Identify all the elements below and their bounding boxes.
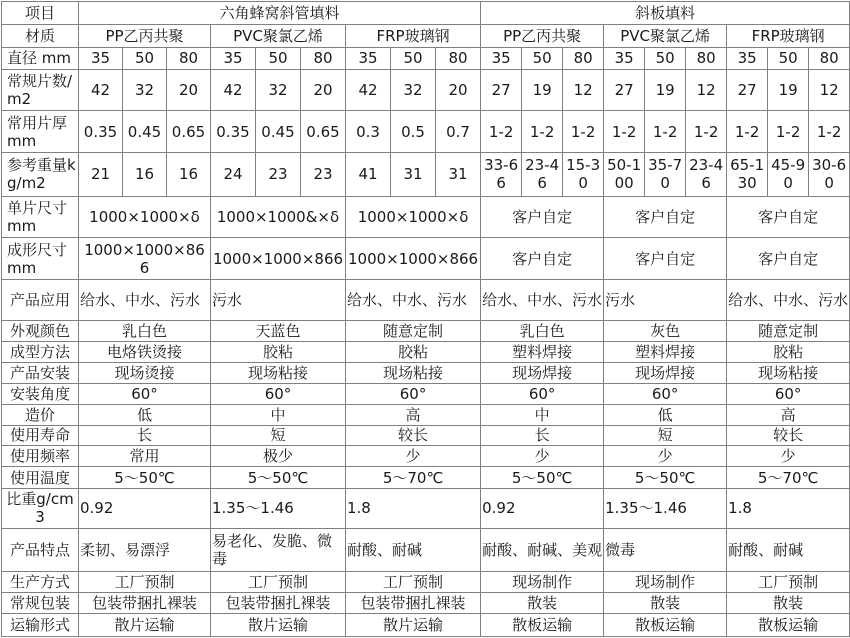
value-cell: 5～50℃ <box>481 467 604 489</box>
attribute-row <box>2 613 850 636</box>
count-cell: 27 <box>481 69 522 111</box>
attribute-row <box>2 404 850 425</box>
row-label: 直径 mm <box>2 47 79 69</box>
row-label: 外观颜色 <box>2 321 79 342</box>
diameter-cell: 80 <box>686 47 727 69</box>
weight-cell: 23-46 <box>522 152 563 196</box>
weight-cell: 24 <box>211 152 256 196</box>
row-label: 使用频率 <box>2 446 79 467</box>
material-cell: PP乙丙共聚 <box>79 24 211 47</box>
attribute-row <box>2 363 850 384</box>
attribute-row <box>2 489 850 529</box>
diameter-cell: 50 <box>522 47 563 69</box>
value-cell: 5～50℃ <box>604 467 727 489</box>
value-cell: 现场焊接 <box>481 363 604 384</box>
value-cell: 胶粘 <box>346 342 481 363</box>
value-cell: 给水、中水、污水 <box>79 279 211 321</box>
diameter-cell: 80 <box>167 47 211 69</box>
thickness-cell: 0.7 <box>436 111 481 153</box>
value-cell: 极少 <box>211 446 346 467</box>
material-cell: FRP玻璃钢 <box>727 24 850 47</box>
count-cell: 19 <box>645 69 686 111</box>
value-cell: 60° <box>604 383 727 404</box>
thickness-cell: 0.3 <box>346 111 391 153</box>
value-cell: 现场粘接 <box>211 363 346 384</box>
value-cell: 随意定制 <box>727 321 850 342</box>
value-cell: 散装 <box>727 593 850 614</box>
row-label: 单片尺寸mm <box>2 196 79 238</box>
material-cell: PVC聚氯乙烯 <box>211 24 346 47</box>
value-cell: 散片运输 <box>211 613 346 636</box>
value-cell: 包装带捆扎裸装 <box>346 593 481 614</box>
form-size-cell: 1000×1000×866 <box>346 238 481 280</box>
row-label: 参考重量kg/m2 <box>2 152 79 196</box>
weight-cell: 50-100 <box>604 152 645 196</box>
weight-cell: 23 <box>256 152 301 196</box>
value-cell: 5～70℃ <box>346 467 481 489</box>
diameter-cell: 50 <box>256 47 301 69</box>
count-cell: 32 <box>391 69 436 111</box>
weight-cell: 15-30 <box>563 152 604 196</box>
count-cell: 19 <box>522 69 563 111</box>
value-cell: 0.92 <box>481 489 604 529</box>
value-cell: 短 <box>211 425 346 446</box>
value-cell: 1.8 <box>346 489 481 529</box>
value-cell: 现场焊接 <box>604 363 727 384</box>
thickness-cell: 1-2 <box>563 111 604 153</box>
weight-cell: 16 <box>123 152 167 196</box>
value-cell: 给水、中水、污水 <box>346 279 481 321</box>
value-cell: 天蓝色 <box>211 321 346 342</box>
sheet-size-cell: 客户自定 <box>604 196 727 238</box>
count-cell: 12 <box>563 69 604 111</box>
diameter-cell: 35 <box>481 47 522 69</box>
value-cell: 60° <box>481 383 604 404</box>
diameter-row <box>2 47 850 69</box>
value-cell: 给水、中水、污水 <box>481 279 604 321</box>
weight-cell: 31 <box>436 152 481 196</box>
attribute-row <box>2 425 850 446</box>
value-cell: 胶粘 <box>211 342 346 363</box>
value-cell: 塑料焊接 <box>481 342 604 363</box>
weight-cell: 45-90 <box>768 152 809 196</box>
form-size-row <box>2 238 850 280</box>
row-label: 使用温度 <box>2 467 79 489</box>
sheet-size-cell: 1000×1000×δ <box>346 196 481 238</box>
thickness-cell: 1-2 <box>645 111 686 153</box>
value-cell: 60° <box>211 383 346 404</box>
value-cell: 散板运输 <box>604 613 727 636</box>
value-cell: 短 <box>604 425 727 446</box>
row-label: 造价 <box>2 404 79 425</box>
value-cell: 散装 <box>481 593 604 614</box>
header-honeycomb-group: 六角蜂窝斜管填料 <box>79 2 481 25</box>
value-cell: 灰色 <box>604 321 727 342</box>
value-cell: 5～50℃ <box>79 467 211 489</box>
weight-cell: 23 <box>301 152 346 196</box>
attribute-row <box>2 446 850 467</box>
row-label: 常规片数/m2 <box>2 69 79 111</box>
count-cell: 32 <box>256 69 301 111</box>
attribute-row <box>2 593 850 614</box>
value-cell: 较长 <box>346 425 481 446</box>
value-cell: 塑料焊接 <box>604 342 727 363</box>
row-label: 运输形式 <box>2 613 79 636</box>
sheet-size-row <box>2 196 850 238</box>
value-cell: 易老化、发脆、微毒 <box>211 528 346 572</box>
value-cell: 少 <box>481 446 604 467</box>
row-label: 材质 <box>2 24 79 47</box>
thickness-cell: 0.45 <box>123 111 167 153</box>
value-cell: 中 <box>211 404 346 425</box>
row-label: 产品应用 <box>2 279 79 321</box>
value-cell: 包装带捆扎裸装 <box>79 593 211 614</box>
count-cell: 27 <box>604 69 645 111</box>
value-cell: 工厂预制 <box>79 572 211 593</box>
weight-cell: 21 <box>79 152 123 196</box>
material-cell: PVC聚氯乙烯 <box>604 24 727 47</box>
attribute-row <box>2 342 850 363</box>
value-cell: 工厂预制 <box>346 572 481 593</box>
row-label: 安装角度 <box>2 383 79 404</box>
form-size-cell: 1000×1000×866 <box>211 238 346 280</box>
diameter-cell: 35 <box>79 47 123 69</box>
form-size-cell: 客户自定 <box>727 238 850 280</box>
value-cell: 随意定制 <box>346 321 481 342</box>
value-cell: 耐酸、耐碱 <box>727 528 850 572</box>
value-cell: 给水、中水、污水 <box>727 279 850 321</box>
weight-cell: 30-60 <box>809 152 850 196</box>
material-row <box>2 24 850 47</box>
thickness-cell: 0.35 <box>211 111 256 153</box>
row-label: 常规包装 <box>2 593 79 614</box>
count-cell: 12 <box>809 69 850 111</box>
value-cell: 长 <box>79 425 211 446</box>
diameter-cell: 80 <box>809 47 850 69</box>
count-cell: 27 <box>727 69 768 111</box>
value-cell: 耐酸、耐碱、美观 <box>481 528 604 572</box>
attribute-row <box>2 467 850 489</box>
value-cell: 长 <box>481 425 604 446</box>
thickness-cell: 0.45 <box>256 111 301 153</box>
value-cell: 工厂预制 <box>727 572 850 593</box>
thickness-cell: 1-2 <box>686 111 727 153</box>
weight-cell: 16 <box>167 152 211 196</box>
header-plate-group: 斜板填料 <box>481 2 850 25</box>
value-cell: 低 <box>79 404 211 425</box>
weight-cell: 41 <box>346 152 391 196</box>
value-cell: 1.35～1.46 <box>211 489 346 529</box>
count-cell: 42 <box>211 69 256 111</box>
form-size-cell: 客户自定 <box>481 238 604 280</box>
weight-cell: 65-130 <box>727 152 768 196</box>
value-cell: 60° <box>346 383 481 404</box>
thickness-cell: 1-2 <box>727 111 768 153</box>
value-cell: 较长 <box>727 425 850 446</box>
diameter-cell: 35 <box>604 47 645 69</box>
diameter-cell: 80 <box>436 47 481 69</box>
material-cell: PP乙丙共聚 <box>481 24 604 47</box>
value-cell: 污水 <box>211 279 346 321</box>
weight-cell: 23-46 <box>686 152 727 196</box>
attribute-row <box>2 528 850 572</box>
value-cell: 乳白色 <box>79 321 211 342</box>
value-cell: 少 <box>346 446 481 467</box>
value-cell: 现场粘接 <box>346 363 481 384</box>
thickness-cell: 0.35 <box>79 111 123 153</box>
header-item-cell: 项目 <box>2 2 79 25</box>
value-cell: 微毒 <box>604 528 727 572</box>
value-cell: 0.92 <box>79 489 211 529</box>
filler-spec-table <box>1 1 850 637</box>
value-cell: 电烙铁烫接 <box>79 342 211 363</box>
diameter-cell: 35 <box>211 47 256 69</box>
weight-cell: 31 <box>391 152 436 196</box>
attribute-row <box>2 321 850 342</box>
diameter-cell: 35 <box>346 47 391 69</box>
diameter-cell: 50 <box>768 47 809 69</box>
sheet-size-cell: 客户自定 <box>481 196 604 238</box>
header-row <box>2 2 850 25</box>
row-label: 比重g/cm3 <box>2 489 79 529</box>
value-cell: 耐酸、耐碱 <box>346 528 481 572</box>
value-cell: 散片运输 <box>346 613 481 636</box>
attribute-row <box>2 383 850 404</box>
thickness-cell: 1-2 <box>604 111 645 153</box>
value-cell: 柔韧、易漂浮 <box>79 528 211 572</box>
value-cell: 高 <box>727 404 850 425</box>
diameter-cell: 80 <box>563 47 604 69</box>
count-cell: 20 <box>301 69 346 111</box>
count-cell: 20 <box>436 69 481 111</box>
weight-row <box>2 152 850 196</box>
thickness-cell: 1-2 <box>768 111 809 153</box>
diameter-cell: 50 <box>645 47 686 69</box>
value-cell: 散板运输 <box>481 613 604 636</box>
count-cell: 32 <box>123 69 167 111</box>
form-size-cell: 客户自定 <box>604 238 727 280</box>
value-cell: 散板运输 <box>727 613 850 636</box>
count-cell: 42 <box>79 69 123 111</box>
value-cell: 现场烫接 <box>79 363 211 384</box>
value-cell: 5～70℃ <box>727 467 850 489</box>
value-cell: 乳白色 <box>481 321 604 342</box>
value-cell: 现场制作 <box>604 572 727 593</box>
row-label: 产品特点 <box>2 528 79 572</box>
weight-cell: 33-66 <box>481 152 522 196</box>
value-cell: 低 <box>604 404 727 425</box>
count-cell: 20 <box>167 69 211 111</box>
value-cell: 散片运输 <box>79 613 211 636</box>
sheet-size-cell: 1000×1000×δ <box>79 196 211 238</box>
value-cell: 少 <box>727 446 850 467</box>
value-cell: 1.35～1.46 <box>604 489 727 529</box>
value-cell: 胶粘 <box>727 342 850 363</box>
thickness-row <box>2 111 850 153</box>
value-cell: 高 <box>346 404 481 425</box>
count-cell: 19 <box>768 69 809 111</box>
row-label: 生产方式 <box>2 572 79 593</box>
value-cell: 中 <box>481 404 604 425</box>
value-cell: 污水 <box>604 279 727 321</box>
row-label: 成型方法 <box>2 342 79 363</box>
sheet-size-cell: 客户自定 <box>727 196 850 238</box>
thickness-cell: 0.65 <box>301 111 346 153</box>
value-cell: 1.8 <box>727 489 850 529</box>
attribute-row <box>2 279 850 321</box>
sheet-size-cell: 1000×1000&×δ <box>211 196 346 238</box>
diameter-cell: 35 <box>727 47 768 69</box>
form-size-cell: 1000×1000×866 <box>79 238 211 280</box>
value-cell: 少 <box>604 446 727 467</box>
diameter-cell: 80 <box>301 47 346 69</box>
value-cell: 5～50℃ <box>211 467 346 489</box>
value-cell: 散装 <box>604 593 727 614</box>
thickness-cell: 1-2 <box>809 111 850 153</box>
value-cell: 现场制作 <box>481 572 604 593</box>
value-cell: 包装带捆扎裸装 <box>211 593 346 614</box>
thickness-cell: 0.65 <box>167 111 211 153</box>
thickness-cell: 0.5 <box>391 111 436 153</box>
row-label: 产品安装 <box>2 363 79 384</box>
count-cell: 12 <box>686 69 727 111</box>
value-cell: 常用 <box>79 446 211 467</box>
value-cell: 60° <box>727 383 850 404</box>
row-label: 使用寿命 <box>2 425 79 446</box>
thickness-cell: 1-2 <box>481 111 522 153</box>
attribute-row <box>2 572 850 593</box>
value-cell: 现场粘接 <box>727 363 850 384</box>
material-cell: FRP玻璃钢 <box>346 24 481 47</box>
row-label: 常用片厚mm <box>2 111 79 153</box>
value-cell: 60° <box>79 383 211 404</box>
thickness-cell: 1-2 <box>522 111 563 153</box>
row-label: 成形尺寸mm <box>2 238 79 280</box>
count-row <box>2 69 850 111</box>
diameter-cell: 50 <box>391 47 436 69</box>
diameter-cell: 50 <box>123 47 167 69</box>
count-cell: 42 <box>346 69 391 111</box>
weight-cell: 35-70 <box>645 152 686 196</box>
value-cell: 工厂预制 <box>211 572 346 593</box>
